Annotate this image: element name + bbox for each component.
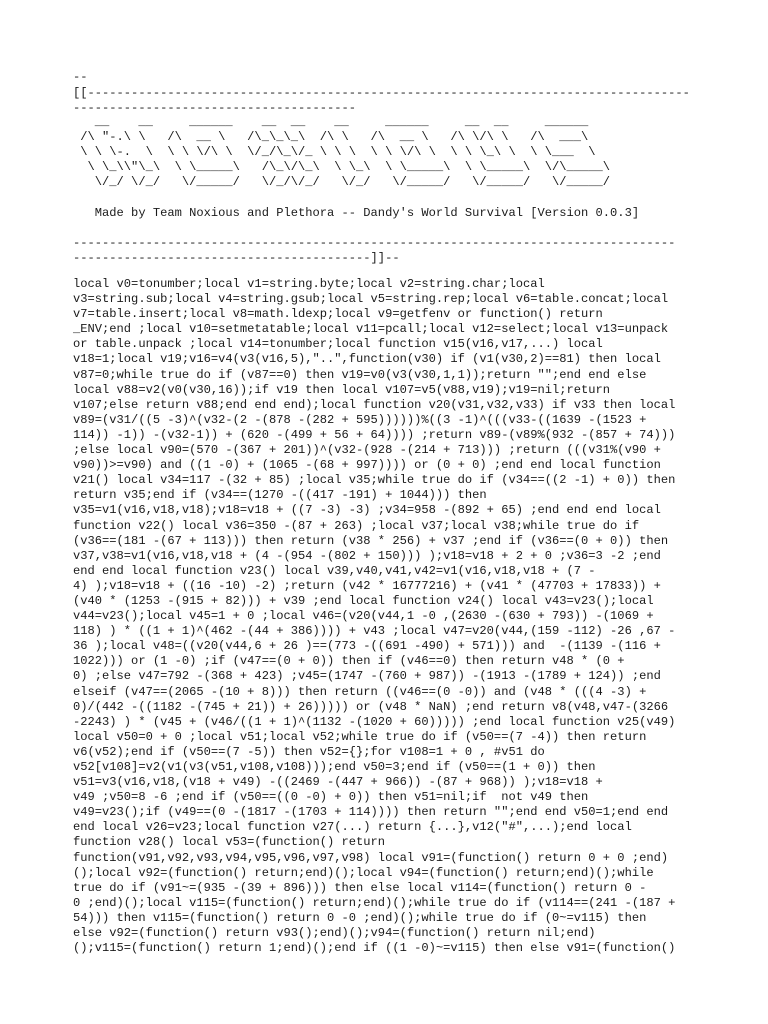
code-line: v49=v23();if (v49==(0 -(1817 -(1703 + 114)))) then return "";end end v50=1;end end bbox=[73, 805, 669, 820]
code-line: v89=(v31/((5 -3)^(v32-(2 -(878 -(282 + 595))))))%((3 -1)^(((v33-((1639 -(1523 + bbox=[73, 412, 647, 427]
code-line: v87=0;while true do if (v87==0) then v19=v0(v3(v30,1,1));return "";end end else bbox=[73, 367, 647, 382]
code-line: v18=1;local v19;v16=v4(v3(v16,5),"..",function(v30) if (v1(v30,2)==81) then local bbox=[73, 352, 661, 367]
code-line: 0)/(442 -((1182 -(745 + 21)) + 26))))) or (v48 * NaN) ;end return v8(v48,v47-(3266 bbox=[73, 699, 669, 714]
code-block bbox=[73, 277, 675, 956]
code-line: v44=v23();local v45=1 + 0 ;local v46=(v20(v44,1 -0 ,(2630 -(630 + 793)) -(1069 + bbox=[73, 609, 654, 624]
code-line: v90))>=v90) and ((1 -0) + (1065 -(68 + 997)))) or (0 + 0) ;end end local function bbox=[73, 458, 661, 473]
code-line: 118) ) * ((1 + 1)^(462 -(44 + 386)))) + v43 ;local v47=v20(v44,(159 -112) -26 ,67 - bbox=[73, 624, 676, 639]
code-line: return v35;end if (v34==(1270 -((417 -191) + 1044))) then bbox=[73, 488, 487, 503]
code-line: end end local function v23() local v39,v40,v41,v42=v1(v16,v18,v18 + (7 - bbox=[73, 563, 596, 578]
code-line: (v40 * (1253 -(915 + 82))) + v39 ;end local function v24() local v43=v23();local bbox=[73, 593, 654, 608]
code-line: v49 ;v50=8 -6 ;end if (v50==((0 -0) + 0)) then v51=nil;if not v49 then bbox=[73, 790, 589, 805]
code-line: function(v91,v92,v93,v94,v95,v96,v97,v98) local v91=(function() return 0 + 0 ;end) bbox=[73, 850, 669, 865]
code-line: elseif (v47==(2065 -(10 + 8))) then return ((v46==(0 -0)) and (v48 * (((4 -3) + bbox=[73, 684, 647, 699]
code-line: local v88=v2(v0(v30,16));if v19 then local v107=v5(v88,v19);v19=nil;return bbox=[73, 382, 611, 397]
code-line: _ENV;end ;local v10=setmetatable;local v11=pcall;local v12=select;local v13=unpack bbox=[73, 322, 669, 337]
code-line: v7=table.insert;local v8=math.ldexp;local v9=getfenv or function() return bbox=[73, 307, 603, 322]
separator-line-2: -----------------------------------------]]-- bbox=[73, 251, 400, 265]
code-line: 0) ;else v47=792 -(368 + 423) ;v45=(1747 -(760 + 987)) -(1913 -(1789 + 124)) ;end bbox=[73, 669, 661, 684]
header-comment: -- bbox=[73, 70, 88, 84]
code-line: or table.unpack ;local v14=tonumber;local function v15(v16,v17,...) local bbox=[73, 337, 603, 352]
code-line: (v36==(181 -(67 + 113))) then return (v38 * 256) + v37 ;end if (v36==(0 + 0)) then bbox=[73, 533, 669, 548]
code-line: end local v26=v23;local function v27(...) return {...},v12("#",...);end local bbox=[73, 820, 632, 835]
code-line: local v0=tonumber;local v1=string.byte;local v2=string.char;local bbox=[73, 277, 545, 291]
code-line: v52[v108]=v2(v1(v3(v51,v108,v108)));end v50=3;end if (v50==(1 + 0)) then bbox=[73, 760, 596, 774]
code-line: function v28() local v53=(function() return bbox=[73, 835, 386, 850]
code-line: 4) );v18=v18 + ((16 -10) -2) ;return (v42 * 16777216) + (v41 * (47703 + 17833)) + bbox=[73, 578, 661, 593]
banner-line-2: /\ "-.\ \ /\ __ \ /\_\_\_\ /\ \ /\ __ \ /\ \/\ \ /\ ___\ bbox=[73, 130, 589, 144]
banner-line-5: \/_/ \/_/ \/_____/ \/_/\/_/ \/_/ \/_____/ \/_____/ \/_____/ bbox=[73, 175, 611, 189]
code-line: 1022))) or (1 -0) ;if (v47==(0 + 0)) then if (v46==0) then return v48 * (0 + bbox=[73, 654, 625, 669]
code-line: v107;else return v88;end end end);local function v20(v31,v32,v33) if v33 then local bbox=[73, 397, 676, 412]
code-line: v35=v1(v16,v18,v18);v18=v18 + ((7 -3) -3) ;v34=958 -(892 + 65) ;end end end local bbox=[73, 503, 661, 518]
code-line: function v22() local v36=350 -(87 + 263) ;local v37;local v38;while true do if bbox=[73, 518, 640, 533]
code-line: v3=string.sub;local v4=string.gsub;local v5=string.rep;local v6=table.concat;local bbox=[73, 292, 669, 307]
credit-line: Made by Team Noxious and Plethora -- Dandy's World Survival [Version 0.0.3] bbox=[73, 206, 640, 220]
code-line: v51=v3(v16,v18,(v18 + v49) -((2469 -(447 + 966)) -(87 + 968)) );v18=v18 + bbox=[73, 775, 603, 790]
banner-line-3: \ \ \-. \ \ \ \/\ \ \/_/\_\/_ \ \ \ \ \ \/\ \ \ \ \_\ \ \ \___ \ bbox=[73, 145, 596, 159]
code-line: ;else local v90=(570 -(367 + 201))^(v32-(928 -(214 + 713))) ;return (((v31%(v90 + bbox=[73, 443, 661, 458]
code-line: ();local v92=(function() return;end)();local v94=(function() return;end)();while bbox=[73, 865, 654, 880]
code-line: 54))) then v115=(function() return 0 -0 ;end)();while true do if (0~=v115) then bbox=[73, 910, 647, 925]
code-line: v37,v38=v1(v16,v18,v18 + (4 -(954 -(802 + 150))) );v18=v18 + 2 + 0 ;v36=3 -2 ;end bbox=[73, 548, 661, 563]
separator-line-1: ----------------------------------------------------------------------------------- bbox=[73, 236, 676, 250]
code-line: true do if (v91~=(935 -(39 + 896))) then else local v114=(function() return 0 - bbox=[73, 880, 647, 895]
code-line: else v92=(function() return v93();end)();v94=(function() return nil;end) bbox=[73, 926, 596, 941]
code-line: 114)) -1)) -(v32-1)) + (620 -(499 + 56 + 64)))) ;return v89-(v89%(932 -(857 + 74))) bbox=[73, 427, 676, 442]
header-open-line: [[----------------------------------------------------------------------------------- bbox=[73, 86, 690, 100]
code-line: local v50=0 + 0 ;local v51;local v52;while true do if (v50==(7 -4)) then return bbox=[73, 729, 647, 744]
code-line: 36 );local v48=((v20(v44,6 + 26 )==(773 -((691 -490) + 571))) and -(1139 -(116 + bbox=[73, 639, 661, 654]
code-line: v21() local v34=117 -(32 + 85) ;local v35;while true do if (v34==((2 -1) + 0)) then bbox=[73, 473, 676, 488]
code-line: ();v115=(function() return 1;end)();end if ((1 -0)~=v115) then else v91=(function() bbox=[73, 941, 676, 956]
header-dash-line: --------------------------------------- bbox=[73, 101, 357, 115]
code-line: v6(v52);end if (v50==(7 -5)) then v52={};for v108=1 + 0 , #v51 do bbox=[73, 744, 545, 759]
banner-line-1: __ __ ______ __ __ __ ______ __ __ ______ bbox=[73, 115, 589, 129]
code-line: -2243) ) * (v45 + (v46/((1 + 1)^(1132 -(1020 + 60))))) ;end local function v25(v49) bbox=[73, 714, 676, 729]
banner-line-4: \ \_\\"\_\ \ \_____\ /\_\/\_\ \ \_\ \ \_____\ \ \_____\ \/\_____\ bbox=[73, 160, 611, 174]
code-line: 0 ;end)();local v115=(function() return;end)();while true do if (v114==(241 -(187 + bbox=[73, 895, 676, 910]
